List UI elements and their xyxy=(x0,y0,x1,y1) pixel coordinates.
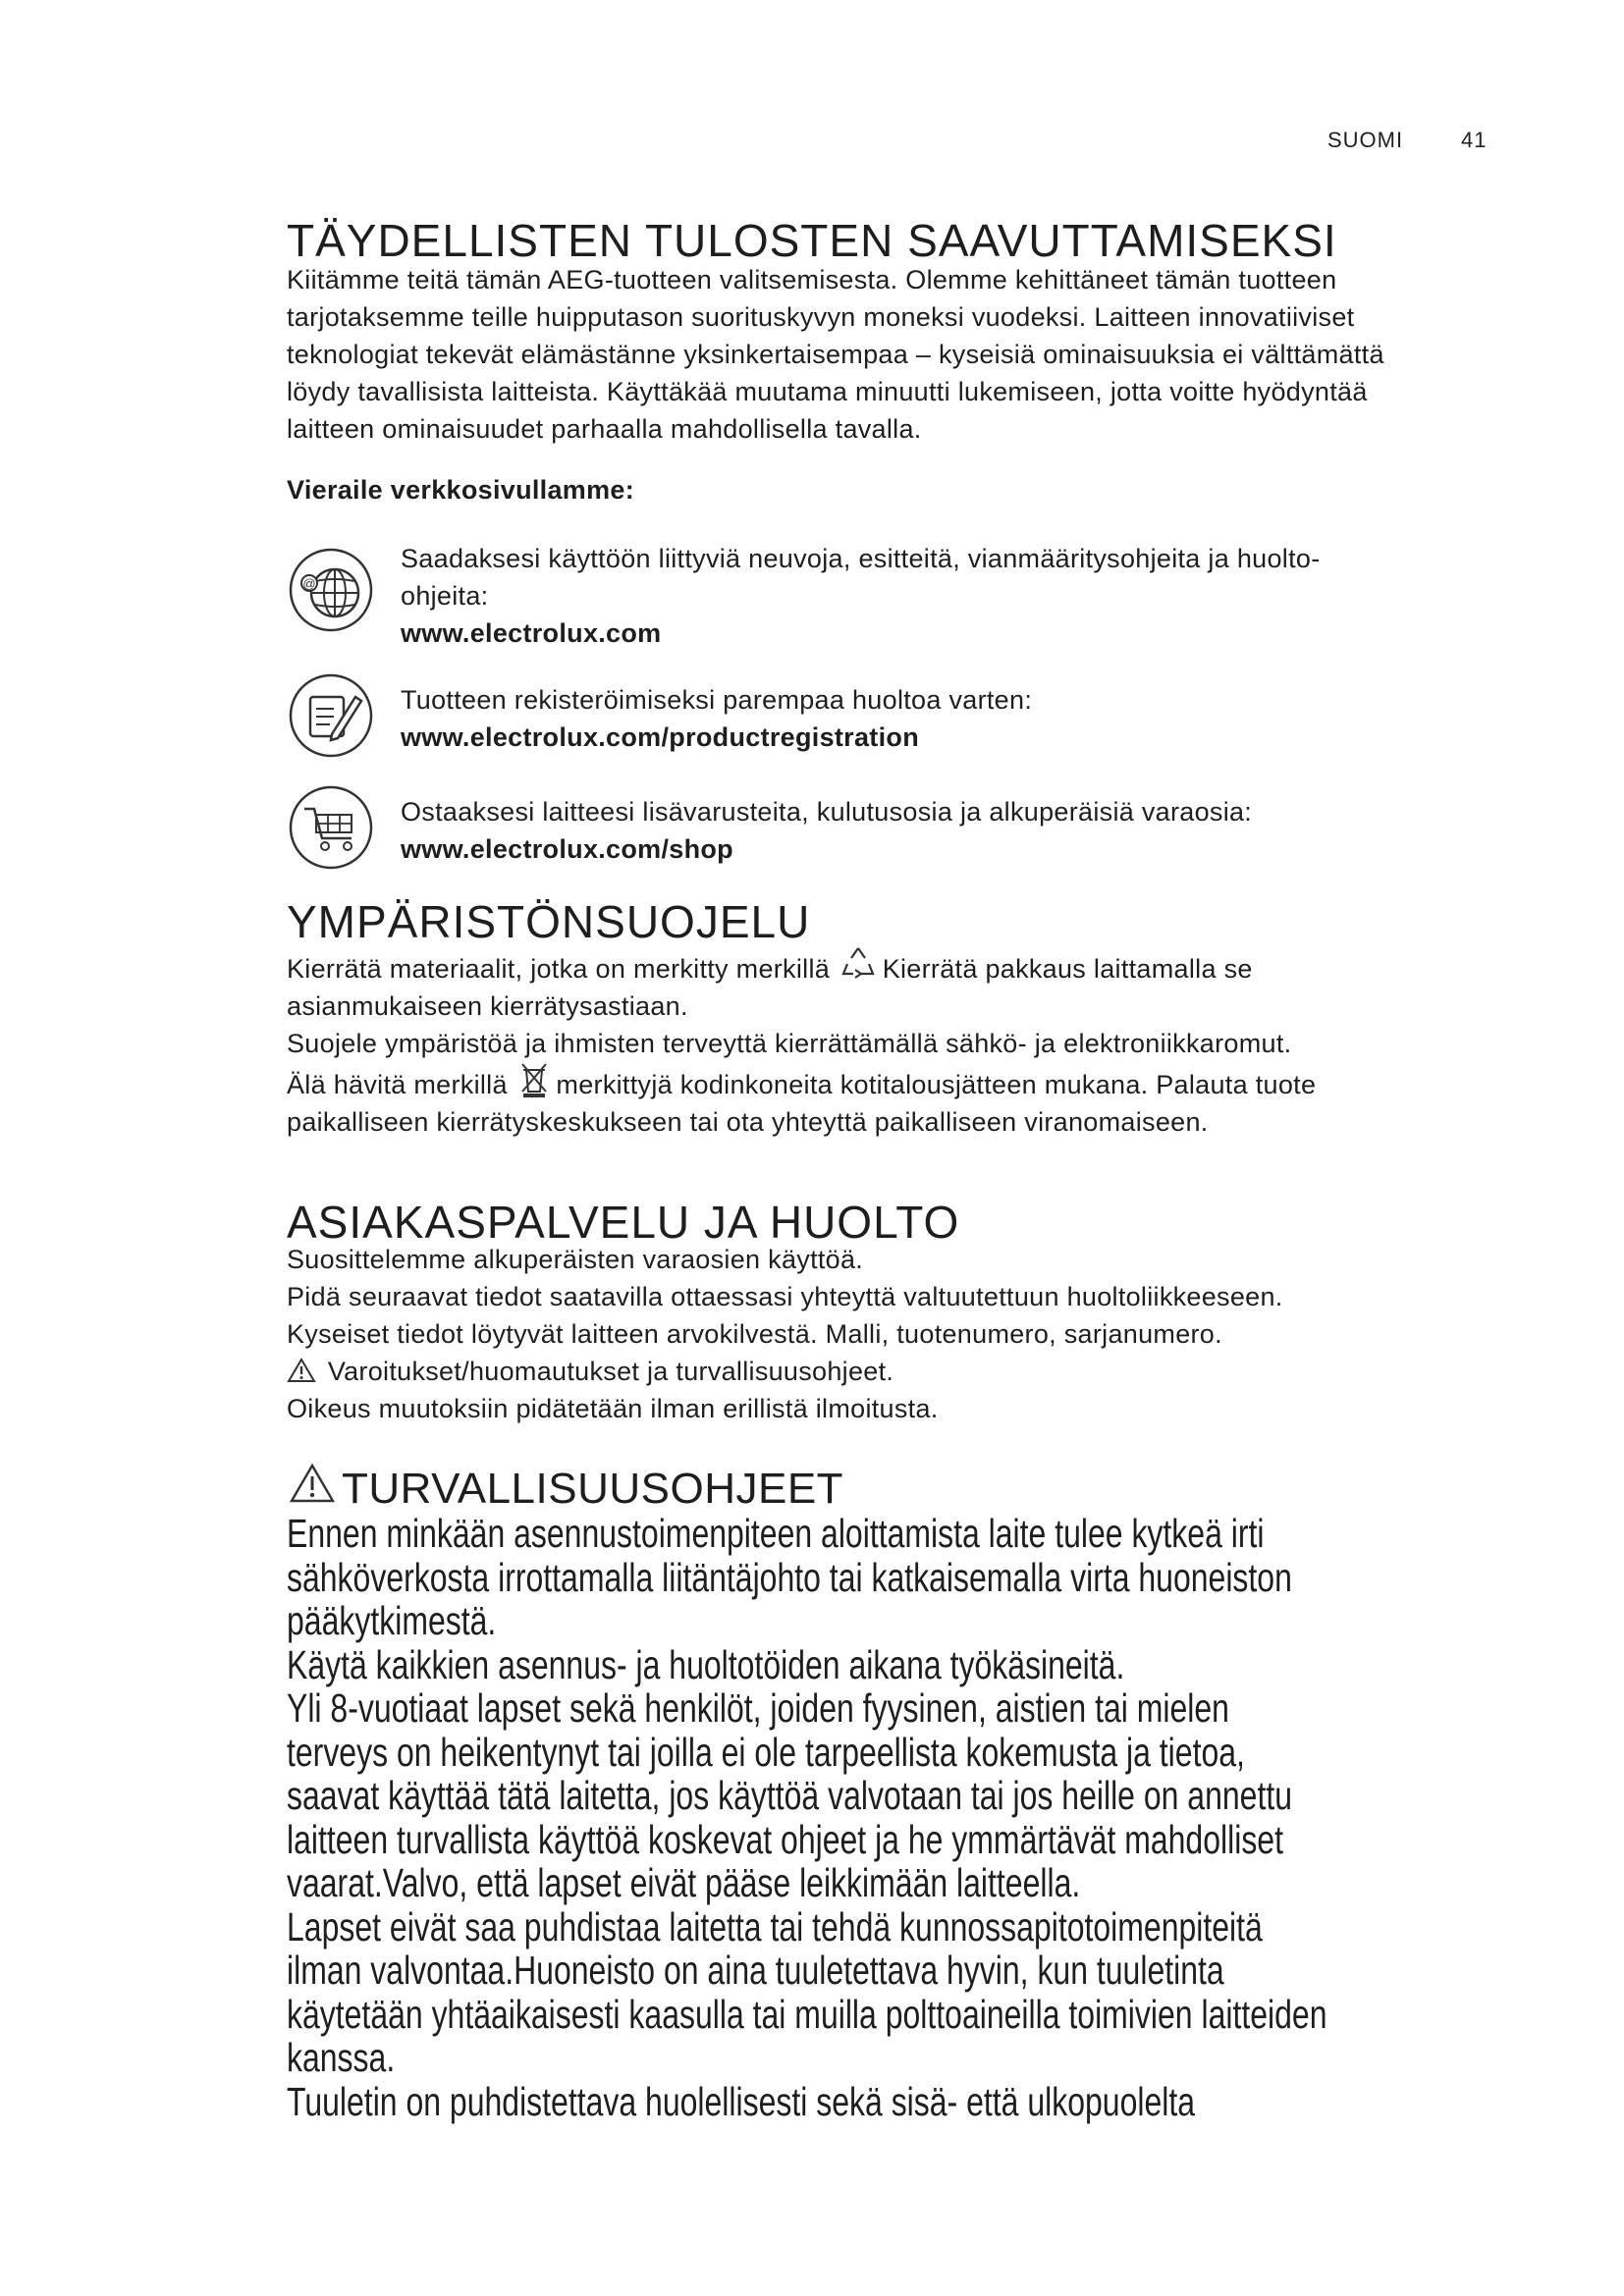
environment-text: merkittyjä kodinkoneita kotitalousjätteen mukana. Palauta tuote xyxy=(556,1070,1317,1099)
safety-text: kanssa. xyxy=(287,2035,396,2080)
service-text: Oikeus muutoksiin pidätetään ilman erillistä ilmoitusta. xyxy=(287,1394,939,1423)
environment-paragraph xyxy=(287,950,1316,1141)
service-paragraph xyxy=(287,1241,1283,1427)
website-item-support xyxy=(287,544,1465,648)
safety-paragraph xyxy=(287,1511,1327,2124)
safety-text: Ennen minkään asennustoimenpiteen aloittamista laite tulee kytkeä irti xyxy=(287,1511,1265,1556)
service-text: Kyseiset tiedot löytyvät laitteen arvokilvestä. Malli, tuotenumero, sarjanumero. xyxy=(287,1319,1222,1349)
globe-icon xyxy=(287,546,375,634)
warning-icon xyxy=(289,1463,336,1504)
service-title: ASIAKASPALVELU JA HUOLTO xyxy=(287,1197,960,1248)
safety-text: laitteen turvallista käyttöä koskevat ohjeet ja he ymmärtävät mahdolliset xyxy=(287,1816,1283,1862)
safety-text: käytetään yhtäaikaisesti kaasulla tai muilla polttoaineilla toimivien laitteiden xyxy=(287,1991,1327,2037)
register-icon xyxy=(287,671,375,760)
safety-text: sähköverkosta irrottamalla liitäntäjohto tai katkaisemalla virta huoneiston xyxy=(287,1554,1292,1600)
safety-title: TURVALLISUUSOHJEET xyxy=(342,1465,844,1513)
warning-icon xyxy=(287,1358,316,1383)
website-item-text: Tuotteen rekisteröimiseksi parempaa huoltoa varten: xyxy=(401,685,1033,715)
intro-line: Kiitämme teitä tämän AEG-tuotteen valitsemisesta. Olemme kehittäneet tämän tuotteen xyxy=(287,265,1337,294)
safety-text: pääkytkimestä. xyxy=(287,1598,497,1643)
page-number: 41 xyxy=(1461,128,1488,152)
environment-text: Kierrätä materiaalit, jotka on merkitty merkillä xyxy=(287,954,831,984)
environment-text: Kierrätä pakkaus laittamalla se xyxy=(882,954,1253,984)
service-text: Pidä seuraavat tiedot saatavilla ottaessasi yhteyttä valtuutettuun huoltoliikkeeseen. xyxy=(287,1282,1283,1311)
website-link-registration[interactable]: www.electrolux.com/productregistration xyxy=(401,722,919,752)
safety-text: Lapset eivät saa puhdistaa laitetta tai tehdä kunnossapitotoimenpiteitä xyxy=(287,1903,1263,1949)
website-item-shop xyxy=(287,783,1465,881)
shopping-cart-icon xyxy=(287,783,375,872)
environment-text: Suojele ympäristöä ja ihmisten terveyttä kierrättämällä sähkö- ja elektroniikkaromut. xyxy=(287,1029,1292,1058)
intro-title: TÄYDELLISTEN TULOSTEN SAAVUTTAMISEKSI xyxy=(287,215,1337,266)
safety-text: ilman valvontaa.Huoneisto on aina tuuletettava hyvin, kun tuuletinta xyxy=(287,1948,1224,1993)
safety-text: saavat käyttää tätä laitetta, jos käyttöä valvotaan tai jos heille on annettu xyxy=(287,1773,1293,1818)
environment-text: asianmukaiseen kierrätysastiaan. xyxy=(287,991,688,1021)
intro-line: tarjotaksemme teille huipputason suorituskyvyn moneksi vuodeksi. Laitteen innovatiiviset xyxy=(287,302,1355,332)
environment-text: Älä hävitä merkillä xyxy=(287,1070,508,1099)
intro-line: teknologiat tekevät elämästänne yksinkertaisempaa – kyseisiä ominaisuuksia ei välttämättä xyxy=(287,340,1384,369)
safety-text: terveys on heikentynyt tai joilla ei ole tarpeellista kokemusta ja tietoa, xyxy=(287,1729,1245,1775)
safety-text: vaarat.Valvo, että lapset eivät pääse leikkimään laitteella. xyxy=(287,1860,1081,1905)
intro-line: laitteen ominaisuudet parhaalla mahdollisella tavalla. xyxy=(287,414,922,444)
safety-text: Tuuletin on puhdistettava huolellisesti sekä sisä- että ulkopuolelta xyxy=(287,2078,1196,2124)
recycle-icon xyxy=(841,944,875,984)
website-link-support[interactable]: www.electrolux.com xyxy=(401,618,662,648)
website-link-shop[interactable]: www.electrolux.com/shop xyxy=(401,834,733,864)
service-text: Suosittelemme alkuperäisten varaosien käyttöä. xyxy=(287,1245,864,1274)
intro-line: löydy tavallisista laitteista. Käyttäkää muutama minuutti lukemiseen, jotta voitte hyödyntää xyxy=(287,377,1368,406)
safety-text: Käytä kaikkien asennus- ja huoltotöiden aikana työkäsineitä. xyxy=(287,1641,1125,1687)
safety-text: Yli 8-vuotiaat lapset sekä henkilöt, joiden fyysinen, aistien tai mielen xyxy=(287,1685,1229,1731)
environment-text: paikalliseen kierrätyskeskukseen tai ota yhteyttä paikalliseen viranomaiseen. xyxy=(287,1107,1209,1137)
website-heading: Vieraile verkkosivullamme: xyxy=(287,475,635,505)
intro-paragraph xyxy=(287,261,1384,448)
weee-bin-icon xyxy=(519,1060,549,1099)
website-item-text: Ostaaksesi laitteesi lisävarusteita, kulutusosia ja alkuperäisiä varaosia: xyxy=(401,797,1253,827)
header-language: SUOMI xyxy=(1327,128,1404,152)
svg-text:@: @ xyxy=(302,576,316,591)
website-item-text: Saadaksesi käyttöön liittyviä neuvoja, esitteitä, vianmääritysohjeita ja huolto- xyxy=(401,544,1321,573)
website-item-registration xyxy=(287,671,1465,770)
service-text: Varoitukset/huomautukset ja turvallisuusohjeet. xyxy=(327,1357,894,1386)
website-item-text: ohjeita: xyxy=(401,581,489,611)
environment-title: YMPÄRISTÖNSUOJELU xyxy=(287,896,811,947)
